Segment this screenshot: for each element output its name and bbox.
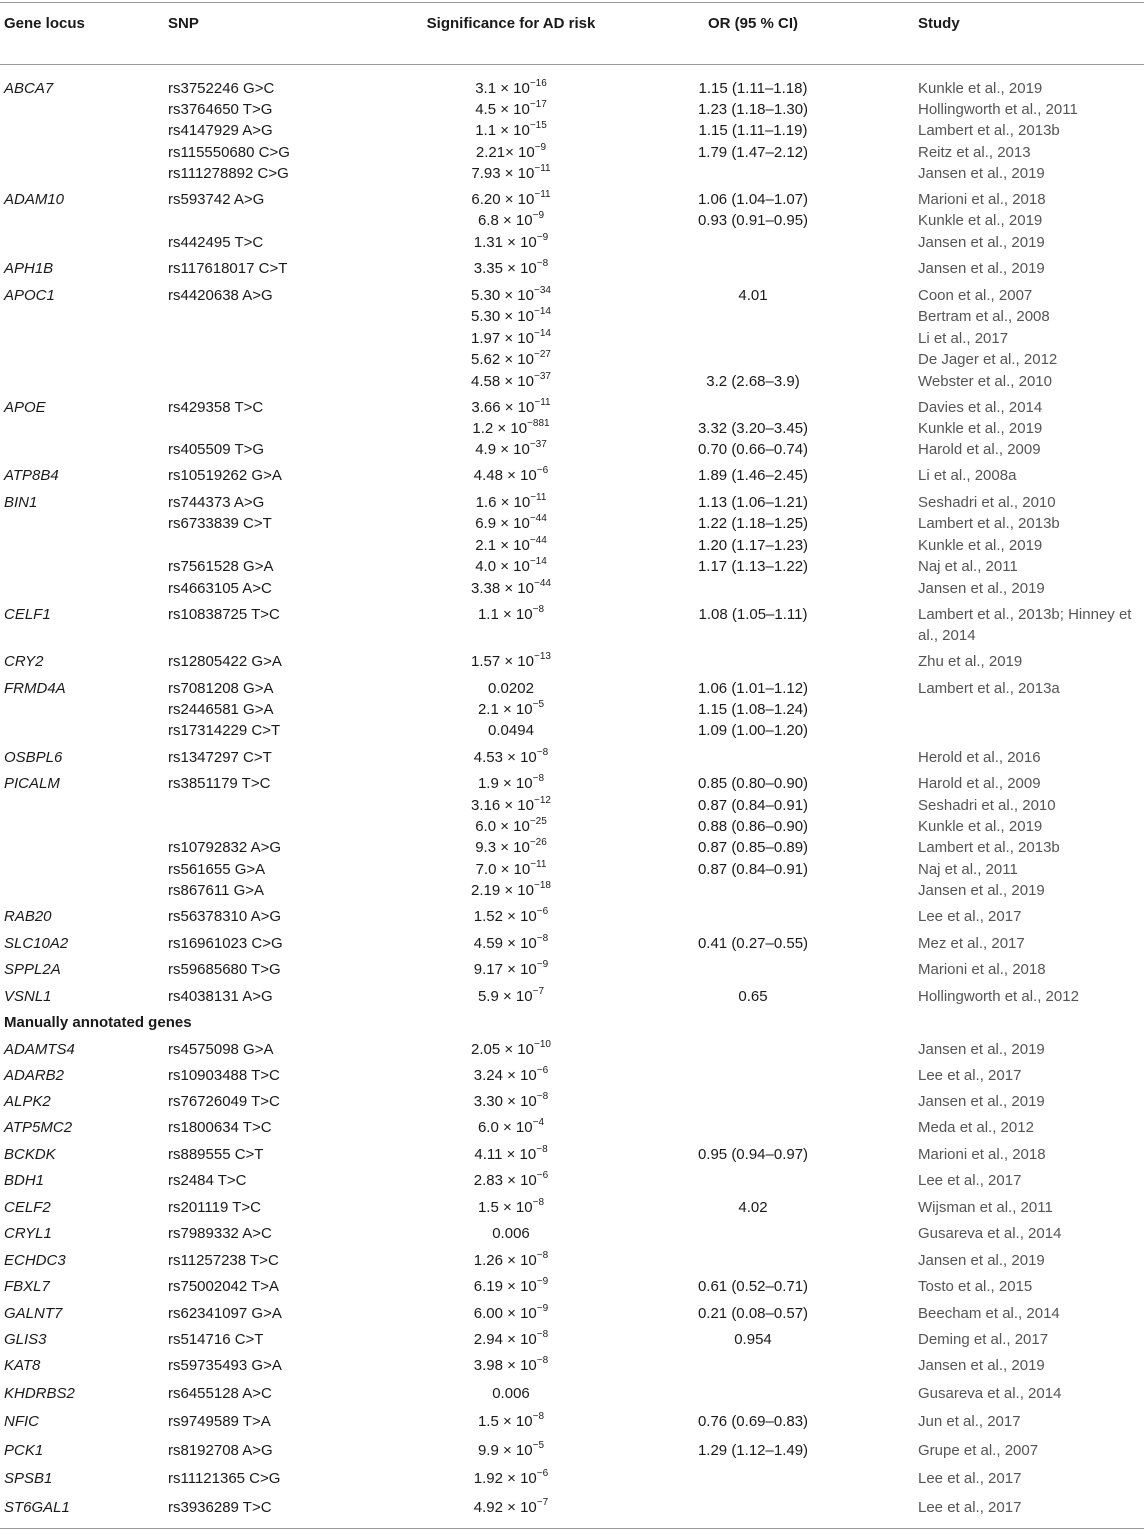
- significance-exponent: −8: [536, 1144, 548, 1155]
- study-cell: De Jager et al., 2012: [918, 351, 1058, 368]
- study-cell: Lee et al., 2017: [918, 1470, 1022, 1487]
- significance-cell: $6.00 \times 10^{-9}$: [473, 1303, 549, 1322]
- odds-ratio-cell: 0.76 (0.69–0.83): [697, 1413, 809, 1430]
- significance-exponent: −8: [536, 258, 549, 269]
- gene-locus-cell: RAB20: [4, 908, 52, 925]
- snp-cell: rs442495 T>C: [168, 234, 264, 251]
- study-cell: Lee et al., 2017: [918, 908, 1022, 925]
- odds-ratio-cell: 0.85 (0.80–0.90): [697, 775, 809, 792]
- bottom-rule: [0, 1528, 1144, 1529]
- significance-cell: $4.9 \times 10^{-37}$: [475, 439, 547, 458]
- significance-cell: $1.92 \times 10^{-6}$: [473, 1468, 549, 1487]
- significance-exponent: −8: [532, 1197, 545, 1208]
- study-cell: Seshadri et al., 2010: [918, 494, 1056, 511]
- significance-cell: $4.5 \times 10^{-17}$: [475, 99, 547, 118]
- odds-ratio-cell: 0.93 (0.91–0.95): [697, 212, 809, 229]
- gene-locus-cell: ADAM10: [4, 191, 65, 208]
- snp-cell: rs561655 G>A: [168, 861, 266, 878]
- odds-ratio-cell: 0.61 (0.52–0.71): [697, 1278, 809, 1295]
- odds-ratio-cell: 1.15 (1.11–1.19): [698, 122, 808, 139]
- study-cell: Jansen et al., 2019: [918, 1041, 1045, 1058]
- gene-locus-cell: ABCA7: [4, 80, 54, 97]
- header-rule: [0, 64, 1144, 65]
- odds-ratio-cell: 3.2 (2.68–3.9): [706, 373, 800, 390]
- odds-ratio-cell: 4.01: [738, 287, 768, 304]
- odds-ratio-cell: 0.954: [734, 1331, 772, 1348]
- significance-cell: $1.31 \times 10^{-9}$: [473, 232, 549, 251]
- study-cell: Lambert et al., 2013a: [918, 680, 1060, 697]
- gene-locus-cell: ALPK2: [4, 1093, 51, 1110]
- significance-exponent: −17: [529, 99, 547, 110]
- study-cell: Beecham et al., 2014: [918, 1305, 1060, 1322]
- study-cell: Jansen et al., 2019: [918, 165, 1045, 182]
- odds-ratio-cell: 1.15 (1.08–1.24): [697, 701, 809, 718]
- snp-cell: rs4663105 A>C: [168, 580, 272, 597]
- significance-exponent: −44: [529, 513, 547, 524]
- significance-exponent: −8: [536, 1329, 549, 1340]
- study-cell: Coon et al., 2007: [918, 287, 1033, 304]
- significance-exponent: −881: [527, 418, 550, 429]
- snp-cell: rs1347297 C>T: [168, 749, 272, 766]
- snp-cell: rs59735493 G>A: [168, 1357, 282, 1374]
- significance-cell: $5.62 \times 10^{-27}$: [471, 349, 551, 368]
- significance-exponent: −5: [532, 1440, 545, 1451]
- significance-cell: $1.2 \times 10^{-881}$: [472, 418, 550, 437]
- snp-cell: rs201119 T>C: [168, 1199, 261, 1216]
- snp-cell: rs17314229 C>T: [168, 722, 281, 739]
- significance-exponent: −18: [534, 880, 551, 891]
- snp-cell: rs7081208 G>A: [168, 680, 274, 697]
- significance-cell: $9.9 \times 10^{-5}$: [477, 1440, 545, 1459]
- header-significance: Significance for AD risk: [426, 15, 596, 32]
- significance-exponent: −6: [536, 1468, 549, 1479]
- significance-cell: $3.1 \times 10^{-16}$: [475, 78, 547, 97]
- significance-cell: $4.53 \times 10^{-8}$: [473, 747, 549, 766]
- odds-ratio-cell: 0.41 (0.27–0.55): [697, 935, 809, 952]
- significance-exponent: −10: [534, 1039, 551, 1050]
- study-cell: Marioni et al., 2018: [918, 191, 1046, 208]
- significance-exponent: −13: [534, 651, 551, 662]
- study-cell: Lambert et al., 2013b: [918, 515, 1060, 532]
- significance-cell: $6.9 \times 10^{-44}$: [475, 513, 547, 532]
- significance-exponent: −11: [530, 492, 547, 503]
- odds-ratio-cell: 1.09 (1.00–1.20): [697, 722, 809, 739]
- study-cell: Jansen et al., 2019: [918, 260, 1045, 277]
- significance-exponent: −8: [532, 604, 545, 615]
- odds-ratio-cell: 1.08 (1.05–1.11): [698, 606, 808, 623]
- significance-cell: $2.21\times 10^{-9}$: [475, 142, 547, 161]
- odds-ratio-cell: 1.06 (1.04–1.07): [697, 191, 809, 208]
- significance-exponent: −6: [536, 1170, 549, 1181]
- snp-cell: rs10838725 T>C: [168, 606, 280, 623]
- snp-cell: rs16961023 C>G: [168, 935, 283, 952]
- gene-locus-cell: CELF1: [4, 606, 51, 623]
- snp-cell: rs59685680 T>G: [168, 961, 281, 978]
- odds-ratio-cell: 0.87 (0.84–0.91): [697, 861, 809, 878]
- snp-cell: rs62341097 G>A: [168, 1305, 282, 1322]
- study-cell: Mez et al., 2017: [918, 935, 1025, 952]
- gene-locus-cell: CRY2: [4, 653, 44, 670]
- study-cell: Li et al., 2008a: [918, 467, 1017, 484]
- gene-locus-cell: GLIS3: [4, 1331, 47, 1348]
- study-cell: Harold et al., 2009: [918, 441, 1041, 458]
- significance-cell: $1.1 \times 10^{-8}$: [477, 604, 545, 623]
- snp-cell: rs75002042 T>A: [168, 1278, 280, 1295]
- study-cell: Kunkle et al., 2019: [918, 818, 1043, 835]
- study-cell: Grupe et al., 2007: [918, 1442, 1039, 1459]
- significance-exponent: −11: [530, 859, 547, 870]
- gene-locus-cell: APH1B: [4, 260, 54, 277]
- significance-exponent: −15: [529, 120, 547, 131]
- snp-cell: rs7989332 A>C: [168, 1225, 272, 1242]
- study-cell: Harold et al., 2009: [918, 775, 1041, 792]
- snp-cell: rs76726049 T>C: [168, 1093, 280, 1110]
- odds-ratio-cell: 0.70 (0.66–0.74): [697, 441, 809, 458]
- significance-cell: $3.98 \times 10^{-8}$: [473, 1355, 549, 1374]
- study-cell: Lee et al., 2017: [918, 1172, 1022, 1189]
- gene-locus-cell: ST6GAL1: [4, 1499, 70, 1516]
- study-cell: Reitz et al., 2013: [918, 144, 1031, 161]
- significance-exponent: −9: [536, 959, 549, 970]
- snp-cell: rs7561528 G>A: [168, 558, 274, 575]
- significance-cell: $1.57 \times 10^{-13}$: [471, 651, 551, 670]
- significance-exponent: −9: [536, 232, 549, 243]
- gene-locus-cell: APOC1: [4, 287, 55, 304]
- study-cell: Naj et al., 2011: [918, 558, 1018, 575]
- significance-exponent: −11: [534, 189, 551, 200]
- significance-exponent: −11: [534, 397, 551, 408]
- significance-cell: $2.19 \times 10^{-18}$: [471, 880, 551, 899]
- snp-cell: rs744373 A>G: [168, 494, 265, 511]
- gene-locus-cell: BCKDK: [4, 1146, 56, 1163]
- gene-locus-cell: ECHDC3: [4, 1252, 66, 1269]
- significance-exponent: −7: [532, 986, 545, 997]
- study-cell: Jansen et al., 2019: [918, 1357, 1045, 1374]
- significance-cell: 0.0202: [488, 680, 534, 697]
- study-cell: Webster et al., 2010: [918, 373, 1052, 390]
- significance-cell: $5.30 \times 10^{-14}$: [471, 306, 551, 325]
- gene-locus-cell: KAT8: [4, 1357, 41, 1374]
- gene-locus-cell: PCK1: [4, 1442, 44, 1459]
- significance-cell: $3.38 \times 10^{-44}$: [471, 578, 551, 597]
- significance-cell: $4.92 \times 10^{-7}$: [473, 1497, 549, 1516]
- significance-exponent: −14: [534, 328, 551, 339]
- significance-cell: $4.58 \times 10^{-37}$: [471, 371, 551, 390]
- gene-locus-cell: ADAMTS4: [4, 1041, 75, 1058]
- significance-exponent: −7: [536, 1497, 549, 1508]
- snp-cell: rs4147929 A>G: [168, 122, 273, 139]
- study-cell: Gusareva et al., 2014: [918, 1225, 1062, 1242]
- study-cell: Jun et al., 2017: [918, 1413, 1021, 1430]
- snp-cell: rs12805422 G>A: [168, 653, 282, 670]
- snp-cell: rs2446581 G>A: [168, 701, 274, 718]
- snp-cell: rs117618017 C>T: [168, 260, 288, 277]
- snp-cell: rs11257238 T>C: [168, 1252, 279, 1269]
- significance-exponent: −8: [536, 1250, 549, 1261]
- significance-cell: $2.05 \times 10^{-10}$: [471, 1039, 551, 1058]
- odds-ratio-cell: 1.23 (1.18–1.30): [697, 101, 809, 118]
- significance-cell: $3.16 \times 10^{-12}$: [471, 795, 551, 814]
- odds-ratio-cell: 0.88 (0.86–0.90): [697, 818, 809, 835]
- snp-cell: rs111278892 C>G: [168, 165, 289, 182]
- gene-locus-cell: SPSB1: [4, 1470, 53, 1487]
- gene-locus-cell: ATP5MC2: [4, 1119, 73, 1136]
- gene-locus-cell: FBXL7: [4, 1278, 50, 1295]
- study-cell: Hollingworth et al., 2012: [918, 988, 1079, 1005]
- significance-cell: $1.26 \times 10^{-8}$: [473, 1250, 549, 1269]
- significance-cell: $6.0 \times 10^{-4}$: [477, 1117, 545, 1136]
- significance-cell: 0.0494: [488, 722, 534, 739]
- snp-cell: rs4038131 A>G: [168, 988, 273, 1005]
- significance-cell: 0.006: [492, 1225, 530, 1242]
- gene-locus-cell: VSNL1: [4, 988, 52, 1005]
- significance-cell: $4.59 \times 10^{-8}$: [473, 933, 549, 952]
- odds-ratio-cell: 1.17 (1.13–1.22): [697, 558, 809, 575]
- study-cell: Marioni et al., 2018: [918, 1146, 1046, 1163]
- significance-cell: $5.9 \times 10^{-7}$: [477, 986, 545, 1005]
- snp-cell: rs3752246 G>C: [168, 80, 275, 97]
- odds-ratio-cell: 1.15 (1.11–1.18): [698, 80, 808, 97]
- significance-cell: $9.3 \times 10^{-26}$: [475, 837, 547, 856]
- study-cell: Deming et al., 2017: [918, 1331, 1049, 1348]
- significance-exponent: −34: [534, 285, 551, 296]
- snp-cell: rs115550680 C>G: [168, 144, 290, 161]
- study-cell: Jansen et al., 2019: [918, 234, 1045, 251]
- significance-cell: $5.30 \times 10^{-34}$: [471, 285, 551, 304]
- gene-locus-cell: GALNT7: [4, 1305, 63, 1322]
- odds-ratio-cell: 1.89 (1.46–2.45): [697, 467, 809, 484]
- snp-cell: rs56378310 A>G: [168, 908, 282, 925]
- significance-cell: $6.20 \times 10^{-11}$: [471, 189, 551, 208]
- snp-cell: rs4575098 G>A: [168, 1041, 274, 1058]
- odds-ratio-cell: 1.29 (1.12–1.49): [697, 1442, 809, 1459]
- header-study: Study: [918, 15, 960, 32]
- odds-ratio-cell: 1.20 (1.17–1.23): [697, 537, 809, 554]
- odds-ratio-cell: 1.06 (1.01–1.12): [697, 680, 809, 697]
- significance-cell: $3.30 \times 10^{-8}$: [473, 1091, 549, 1110]
- significance-cell: $4.11 \times 10^{-8}$: [474, 1144, 548, 1163]
- significance-cell: $1.5 \times 10^{-8}$: [477, 1411, 545, 1430]
- significance-exponent: −8: [532, 773, 545, 784]
- study-cell: Jansen et al., 2019: [918, 882, 1045, 899]
- study-cell: Davies et al., 2014: [918, 399, 1043, 416]
- snp-cell: rs6455128 A>C: [168, 1385, 272, 1402]
- study-cell: Wijsman et al., 2011: [918, 1199, 1053, 1216]
- gene-locus-cell: SPPL2A: [4, 961, 61, 978]
- gene-locus-cell: KHDRBS2: [4, 1385, 75, 1402]
- gene-locus-cell: FRMD4A: [4, 680, 66, 697]
- significance-cell: $2.1 \times 10^{-5}$: [477, 699, 545, 718]
- gene-locus-cell: APOE: [4, 399, 46, 416]
- significance-exponent: −14: [529, 556, 547, 567]
- significance-exponent: −8: [536, 1355, 549, 1366]
- significance-cell: $3.24 \times 10^{-6}$: [473, 1065, 549, 1084]
- snp-cell: rs867611 G>A: [168, 882, 265, 899]
- significance-exponent: −44: [529, 535, 547, 546]
- gene-locus-cell: SLC10A2: [4, 935, 69, 952]
- top-rule: [0, 2, 1144, 3]
- significance-cell: $9.17 \times 10^{-9}$: [473, 959, 549, 978]
- study-cell: Kunkle et al., 2019: [918, 537, 1043, 554]
- significance-exponent: −11: [534, 163, 551, 174]
- significance-exponent: −9: [532, 210, 545, 221]
- snp-cell: rs4420638 A>G: [168, 287, 273, 304]
- odds-ratio-cell: 0.87 (0.85–0.89): [697, 839, 809, 856]
- snp-cell: rs9749589 T>A: [168, 1413, 271, 1430]
- significance-cell: $2.1 \times 10^{-44}$: [475, 535, 547, 554]
- study-cell: Lambert et al., 2013b: [918, 839, 1060, 856]
- significance-cell: $7.93 \times 10^{-11}$: [471, 163, 551, 182]
- significance-cell: $3.66 \times 10^{-11}$: [471, 397, 551, 416]
- gene-locus-cell: BDH1: [4, 1172, 45, 1189]
- significance-cell: $1.52 \times 10^{-6}$: [473, 906, 549, 925]
- study-cell: Lee et al., 2017: [918, 1067, 1022, 1084]
- odds-ratio-cell: 0.95 (0.94–0.97): [697, 1146, 809, 1163]
- study-cell: Marioni et al., 2018: [918, 961, 1046, 978]
- significance-exponent: −27: [534, 349, 551, 360]
- study-cell: Kunkle et al., 2019: [918, 420, 1043, 437]
- significance-exponent: −25: [529, 816, 547, 827]
- snp-cell: rs10903488 T>C: [168, 1067, 280, 1084]
- significance-cell: $2.83 \times 10^{-6}$: [473, 1170, 549, 1189]
- header-gene-locus: Gene locus: [4, 15, 85, 32]
- odds-ratio-cell: 0.87 (0.84–0.91): [697, 797, 809, 814]
- study-cell: Naj et al., 2011: [918, 861, 1018, 878]
- significance-exponent: −9: [536, 1303, 549, 1314]
- snp-cell: rs429358 T>C: [168, 399, 264, 416]
- study-cell: Lee et al., 2017: [918, 1499, 1022, 1516]
- study-cell: Jansen et al., 2019: [918, 580, 1045, 597]
- odds-ratio-cell: 4.02: [738, 1199, 768, 1216]
- study-cell: Lambert et al., 2013b: [918, 122, 1060, 139]
- significance-exponent: −6: [536, 465, 549, 476]
- snp-cell: rs405509 T>G: [168, 441, 265, 458]
- significance-cell: $6.0 \times 10^{-25}$: [475, 816, 547, 835]
- gene-locus-cell: ATP8B4: [4, 467, 59, 484]
- significance-cell: $4.0 \times 10^{-14}$: [475, 556, 547, 575]
- significance-cell: $1.97 \times 10^{-14}$: [471, 328, 551, 347]
- snp-cell: rs889555 C>T: [168, 1146, 264, 1163]
- significance-cell: $1.1 \times 10^{-15}$: [475, 120, 547, 139]
- significance-cell: $7.0 \times 10^{-11}$: [475, 859, 547, 878]
- significance-exponent: −8: [536, 933, 549, 944]
- snp-cell: rs10519262 G>A: [168, 467, 282, 484]
- significance-exponent: −37: [529, 439, 547, 450]
- snp-cell: rs3936289 T>C: [168, 1499, 272, 1516]
- significance-exponent: −9: [536, 1276, 549, 1287]
- gene-locus-cell: BIN1: [4, 494, 38, 511]
- snp-cell: rs11121365 C>G: [168, 1470, 281, 1487]
- header-or: OR (95 % CI): [707, 15, 798, 32]
- snp-cell: rs2484 T>C: [168, 1172, 247, 1189]
- study-cell: Meda et al., 2012: [918, 1119, 1034, 1136]
- gene-locus-cell: OSBPL6: [4, 749, 63, 766]
- gene-locus-cell: CRYL1: [4, 1225, 52, 1242]
- header-snp: SNP: [168, 15, 199, 32]
- gene-locus-cell: PICALM: [4, 775, 60, 792]
- study-cell: Hollingworth et al., 2011: [918, 101, 1078, 118]
- odds-ratio-cell: 1.22 (1.18–1.25): [697, 515, 809, 532]
- significance-exponent: −37: [534, 371, 551, 382]
- snp-cell: rs6733839 C>T: [168, 515, 272, 532]
- significance-exponent: −8: [536, 1091, 549, 1102]
- snp-cell: rs593742 A>G: [168, 191, 265, 208]
- significance-exponent: −16: [529, 78, 547, 89]
- significance-exponent: −44: [534, 578, 551, 589]
- snp-cell: rs3764650 T>G: [168, 101, 273, 118]
- odds-ratio-cell: 0.21 (0.08–0.57): [697, 1305, 809, 1322]
- snp-cell: rs10792832 A>G: [168, 839, 282, 856]
- significance-exponent: −26: [529, 837, 547, 848]
- significance-cell: 0.006: [492, 1385, 530, 1402]
- study-cell: Kunkle et al., 2019: [918, 212, 1043, 229]
- significance-cell: $4.48 \times 10^{-6}$: [473, 465, 549, 484]
- odds-ratio-cell: 1.13 (1.06–1.21): [697, 494, 809, 511]
- study-cell: Lambert et al., 2013b; Hinney et al., 2014: [918, 606, 1132, 644]
- significance-exponent: −8: [532, 1411, 545, 1422]
- significance-exponent: −8: [536, 747, 549, 758]
- significance-cell: $3.35 \times 10^{-8}$: [473, 258, 549, 277]
- study-cell: Bertram et al., 2008: [918, 308, 1050, 325]
- odds-ratio-cell: 3.32 (3.20–3.45): [697, 420, 809, 437]
- study-cell: Li et al., 2017: [918, 330, 1009, 347]
- significance-cell: $2.94 \times 10^{-8}$: [473, 1329, 549, 1348]
- study-cell: Jansen et al., 2019: [918, 1093, 1045, 1110]
- study-cell: Seshadri et al., 2010: [918, 797, 1056, 814]
- significance-cell: $6.19 \times 10^{-9}$: [473, 1276, 549, 1295]
- study-cell: Zhu et al., 2019: [918, 653, 1023, 670]
- odds-ratio-cell: 0.65: [738, 988, 768, 1005]
- snp-cell: rs3851179 T>C: [168, 775, 271, 792]
- snp-cell: rs1800634 T>C: [168, 1119, 272, 1136]
- study-cell: Herold et al., 2016: [918, 749, 1041, 766]
- study-cell: Gusareva et al., 2014: [918, 1385, 1062, 1402]
- significance-exponent: −6: [536, 1065, 549, 1076]
- significance-exponent: −5: [532, 699, 545, 710]
- study-cell: Tosto et al., 2015: [918, 1278, 1033, 1295]
- significance-cell: $1.9 \times 10^{-8}$: [477, 773, 545, 792]
- significance-exponent: −9: [534, 142, 547, 153]
- study-cell: Kunkle et al., 2019: [918, 80, 1043, 97]
- significance-cell: $1.6 \times 10^{-11}$: [475, 492, 547, 511]
- significance-exponent: −6: [536, 906, 549, 917]
- significance-exponent: −12: [534, 795, 551, 806]
- snp-cell: rs514716 C>T: [168, 1331, 264, 1348]
- significance-exponent: −14: [534, 306, 551, 317]
- study-cell: Jansen et al., 2019: [918, 1252, 1045, 1269]
- gene-locus-cell: NFIC: [4, 1413, 39, 1430]
- significance-cell: $1.5 \times 10^{-8}$: [477, 1197, 545, 1216]
- gene-locus-cell: CELF2: [4, 1199, 51, 1216]
- significance-cell: $6.8 \times 10^{-9}$: [477, 210, 545, 229]
- section-manually-annotated: Manually annotated genes: [4, 1014, 192, 1031]
- snp-cell: rs8192708 A>G: [168, 1442, 273, 1459]
- significance-exponent: −4: [532, 1117, 545, 1128]
- gene-locus-cell: ADARB2: [4, 1067, 65, 1084]
- odds-ratio-cell: 1.79 (1.47–2.12): [697, 144, 809, 161]
